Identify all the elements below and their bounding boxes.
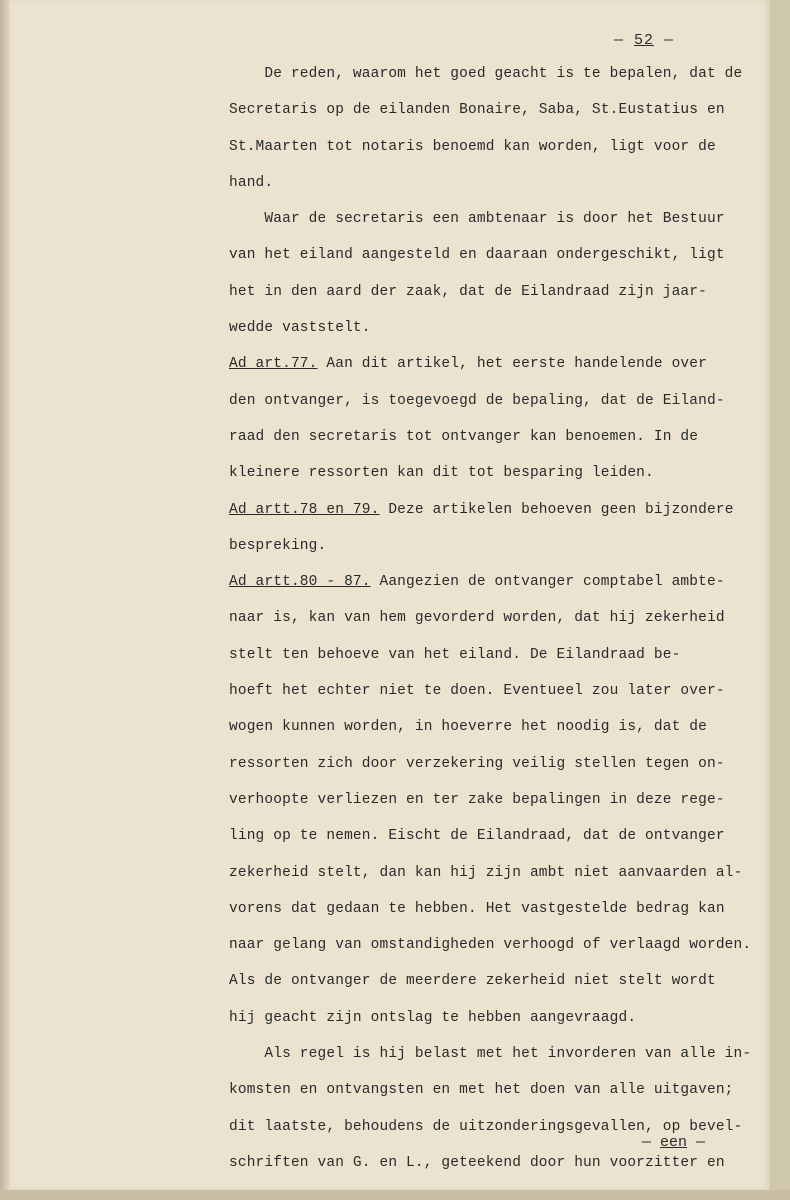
page-number-value: 52 xyxy=(634,32,655,49)
text-line: kleinere ressorten kan dit tot besparing leiden. xyxy=(229,465,654,482)
text-line: St.Maarten tot notaris benoemd kan worden, ligt voor de xyxy=(229,138,716,155)
text-line: bespreking. xyxy=(229,537,327,554)
article-reference: Ad art.77. xyxy=(229,356,318,373)
body-text xyxy=(229,56,752,1181)
text-line: Waar de secretaris een ambtenaar is door het Bestuur xyxy=(229,211,725,228)
text-line: Als de ontvanger de meerdere zekerheid niet stelt wordt xyxy=(229,973,716,990)
text-line: raad den secretaris tot ontvanger kan benoemen. In de xyxy=(229,428,699,445)
text-line: ling op te nemen. Eischt de Eilandraad, dat de ontvanger xyxy=(229,828,725,845)
text-line: van het eiland aangesteld en daaraan ondergeschikt, ligt xyxy=(229,247,725,264)
text-line: het in den aard der zaak, dat de Eilandraad zijn jaar- xyxy=(229,283,707,300)
text-line: den ontvanger, is toegevoegd de bepaling, dat de Eiland- xyxy=(229,392,725,409)
text-line: naar gelang van omstandigheden verhoogd of verlaagd worden. xyxy=(229,937,752,954)
text-line: komsten en ontvangsten en met het doen van alle uitgaven; xyxy=(229,1082,734,1099)
line-text: Aan dit artikel, het eerste handelende over xyxy=(317,356,707,373)
text-line: ressorten zich door verzekering veilig stellen tegen on- xyxy=(229,755,725,772)
text-line: dit laatste, behoudens de uitzonderingsgevallen, op bevel- xyxy=(229,1118,743,1135)
text-line: Secretaris op de eilanden Bonaire, Saba, St.Eustatius en xyxy=(229,102,725,119)
text-line: vorens dat gedaan te hebben. Het vastgestelde bedrag kan xyxy=(229,900,725,917)
catchword-value: een xyxy=(660,1134,688,1151)
page-edge-bottom xyxy=(0,1190,790,1200)
catchword: — een — xyxy=(642,1134,706,1151)
text-line: schriften van G. en L., geteekend door hun voorzitter en xyxy=(229,1154,725,1171)
text-line xyxy=(229,492,749,528)
text-line xyxy=(229,346,749,382)
line-text: Aangezien de ontvanger comptabel ambte- xyxy=(370,574,725,591)
text-line: wogen kunnen worden, in hoeverre het noodig is, dat de xyxy=(229,719,707,736)
text-line: De reden, waarom het goed geacht is te bepalen, dat de xyxy=(229,66,743,82)
text-line: hij geacht zijn ontslag te hebben aangevraagd. xyxy=(229,1009,637,1026)
text-line: hand. xyxy=(229,174,274,191)
page-edge-right xyxy=(770,0,790,1200)
text-line: verhoopte verliezen en ter zake bepalingen in deze rege- xyxy=(229,791,725,808)
text-line: Als regel is hij belast met het invorderen van alle in- xyxy=(229,1046,752,1063)
text-line: naar is, kan van hem gevorderd worden, dat hij zekerheid xyxy=(229,610,725,627)
article-reference: Ad artt.78 en 79. xyxy=(229,501,380,518)
text-line: stelt ten behoeve van het eiland. De Eilandraad be- xyxy=(229,646,681,663)
text-line xyxy=(229,564,749,600)
text-line: zekerheid stelt, dan kan hij zijn ambt niet aanvaarden al- xyxy=(229,864,743,881)
line-text: Deze artikelen behoeven geen bijzondere xyxy=(379,501,734,518)
text-line: wedde vaststelt. xyxy=(229,320,371,337)
article-reference: Ad artt.80 - 87. xyxy=(229,574,371,591)
page-spine xyxy=(0,0,10,1190)
page-number: — 52 — xyxy=(614,32,675,49)
text-line: hoeft het echter niet te doen. Eventueel zou later over- xyxy=(229,683,725,700)
